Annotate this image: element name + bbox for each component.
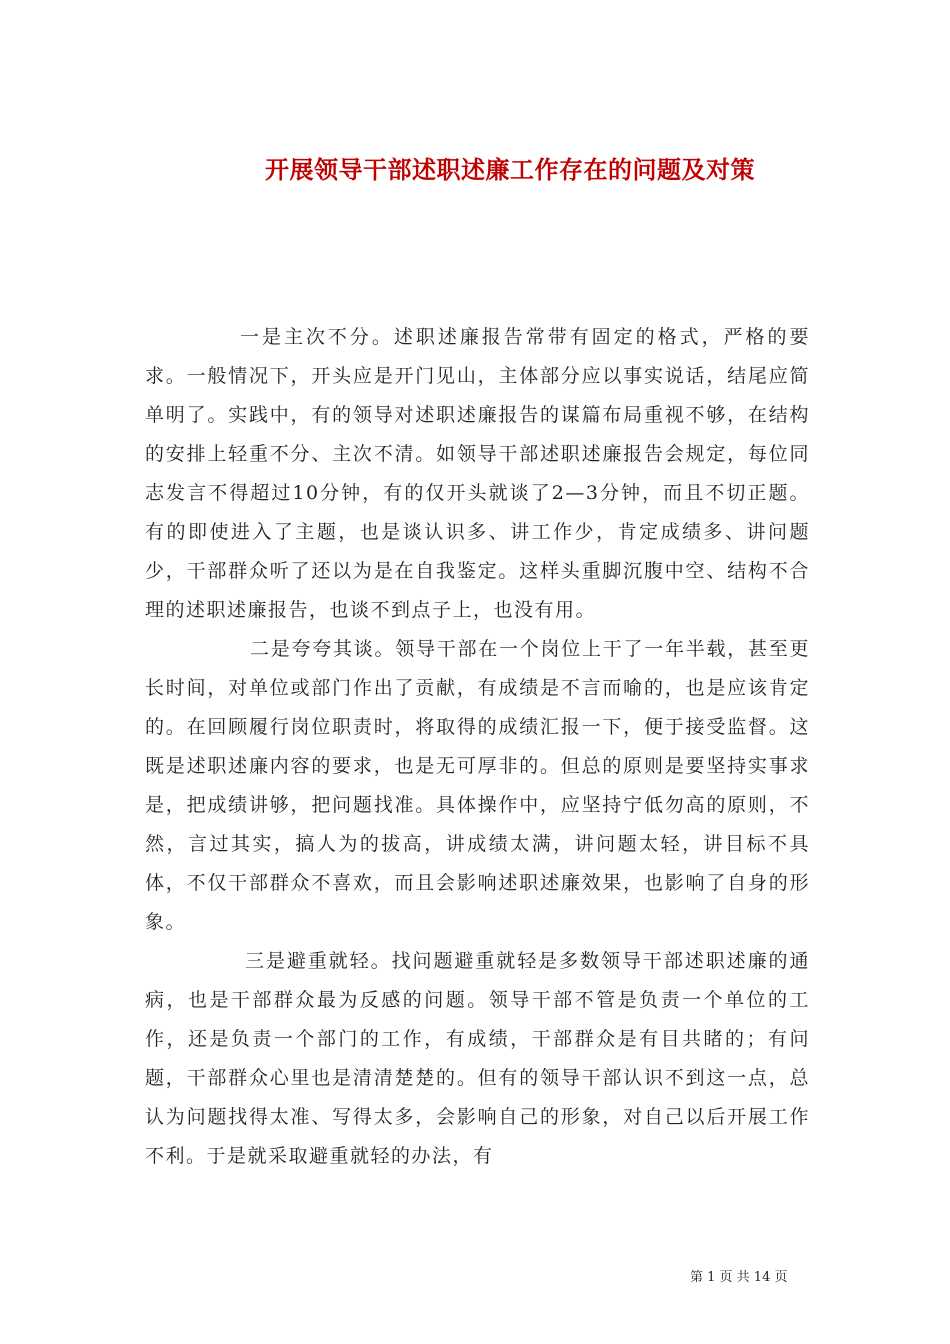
page-number-footer: 第 1 页 共 14 页 <box>690 1270 788 1285</box>
page-title: 开展领导干部述职述廉工作存在的问题及对策 <box>265 155 755 185</box>
paragraph-3: 三是避重就轻。找问题避重就轻是多数领导干部述职述廉的通病，也是干部群众最为反感的问题。领导干部不管是负责一个单位的工作，还是负责一个部门的工作，有成绩，干部群众是有目共睹的；有问题，干部群众心里也是清清楚楚的。但有的领导干部认识不到这一点，总认为问题找得太准、写得太多，会影响自己的形象，对自己以后开展工作不利。于是就采取避重就轻的办法，有 <box>145 950 810 1167</box>
paragraph-1: 一是主次不分。述职述廉报告常带有固定的格式，严格的要求。一般情况下，开头应是开门见山，主体部分应以事实说话，结尾应简单明了。实践中，有的领导对述职述廉报告的谋篇布局重视不够，在结构的安排上轻重不分、主次不清。如领导干部述职述廉报告会规定，每位同志发言不得超过10分钟，有的仅开头就谈了2—3分钟，而且不切正题。有的即使进入了主题，也是谈认识多、讲工作少，肯定成绩多、讲问题少，干部群众听了还以为是在自我鉴定。这样头重脚沉腹中空、结构不合理的述职述廉报告，也谈不到点子上，也没有用。 <box>145 326 810 621</box>
paragraph-2: 二是夸夸其谈。领导干部在一个岗位上干了一年半载，甚至更长时间，对单位或部门作出了贡献，有成绩是不言而喻的，也是应该肯定的。在回顾履行岗位职责时，将取得的成绩汇报一下，便于接受监督。这既是述职述廉内容的要求，也是无可厚非的。但总的原则是要坚持实事求是，把成绩讲够，把问题找准。具体操作中，应坚持宁低勿高的原则，不然，言过其实，搞人为的拔高，讲成绩太满，讲问题太轻，讲目标不具体，不仅干部群众不喜欢，而且会影响述职述廉效果，也影响了自身的形象。 <box>145 638 810 933</box>
body-text <box>145 318 810 1176</box>
